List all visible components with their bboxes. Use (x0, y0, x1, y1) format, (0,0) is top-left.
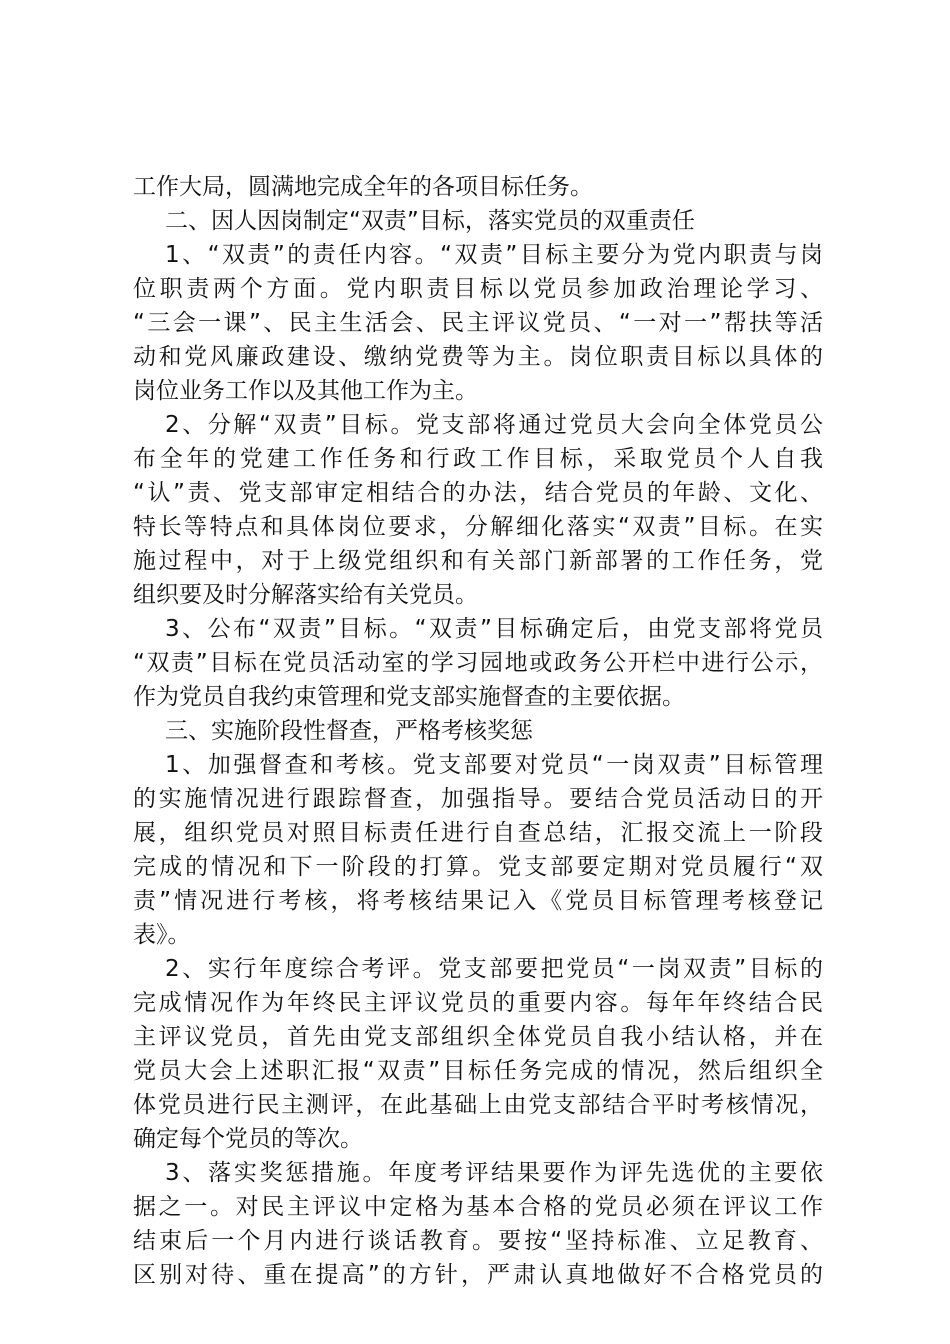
text-line: “双责”目标在党员活动室的学习园地或政务公开栏中进行公示， (133, 650, 823, 676)
text-line: 工作大局，圆满地完成全年的各项目标任务。 (133, 174, 593, 200)
text-line: 2、分解“双责”目标。党支部将通过党员大会向全体党员公 (165, 412, 823, 438)
text-line: 2、实行年度综合考评。党支部要把党员“一岗双责”目标的 (165, 956, 823, 982)
text-line: 展，组织党员对照目标责任进行自查总结，汇报交流上一阶段 (133, 820, 823, 846)
text-line: 组织要及时分解落实给有关党员。 (133, 582, 478, 608)
text-line: 3、公布“双责”目标。“双责”目标确定后，由党支部将党员 (165, 616, 823, 642)
text-line: 责”情况进行考核，将考核结果记入《党员目标管理考核登记 (133, 888, 823, 914)
text-line: 1、“双责”的责任内容。“双责”目标主要分为党内职责与岗 (165, 242, 823, 268)
text-line: 表》。 (133, 922, 191, 948)
text-line: 完成情况作为年终民主评议党员的重要内容。每年年终结合民 (133, 990, 823, 1016)
text-line: 特长等特点和具体岗位要求，分解细化落实“双责”目标。在实 (133, 514, 823, 540)
text-line: 的实施情况进行跟踪督查，加强指导。要结合党员活动日的开 (133, 786, 823, 812)
section-heading: 三、实施阶段性督查，严格考核奖惩 (165, 718, 533, 744)
text-line: 主评议党员，首先由党支部组织全体党员自我小结认格，并在 (133, 1024, 823, 1050)
text-line: 完成的情况和下一阶段的打算。党支部要定期对党员履行“双 (133, 854, 823, 880)
document-body (133, 170, 823, 1292)
text-line: 党员大会上述职汇报“双责”目标任务完成的情况，然后组织全 (133, 1058, 823, 1084)
text-line: “三会一课”、民主生活会、民主评议党员、“一对一”帮扶等活 (133, 310, 823, 336)
text-line: 作为党员自我约束管理和党支部实施督查的主要依据。 (133, 684, 685, 710)
text-line: 布全年的党建工作任务和行政工作目标，采取党员个人自我 (133, 446, 823, 472)
text-line: “认”责、党支部审定相结合的办法，结合党员的年龄、文化、 (133, 480, 823, 506)
text-line: 岗位业务工作以及其他工作为主。 (133, 378, 478, 404)
text-line: 体党员进行民主测评，在此基础上由党支部结合平时考核情况， (133, 1092, 823, 1118)
text-line: 位职责两个方面。党内职责目标以党员参加政治理论学习、 (133, 276, 823, 302)
text-line: 确定每个党员的等次。 (133, 1126, 363, 1152)
text-line: 施过程中，对于上级党组织和有关部门新部署的工作任务，党 (133, 548, 823, 574)
text-line: 区别对待、重在提高”的方针，严肃认真地做好不合格党员的 (133, 1262, 823, 1288)
text-line: 1、加强督查和考核。党支部要对党员“一岗双责”目标管理 (165, 752, 823, 778)
text-line: 3、落实奖惩措施。年度考评结果要作为评先选优的主要依 (165, 1160, 823, 1186)
text-line: 结束后一个月内进行谈话教育。要按“坚持标准、立足教育、 (133, 1228, 823, 1254)
text-line: 据之一。对民主评议中定格为基本合格的党员必须在评议工作 (133, 1194, 823, 1220)
section-heading: 二、因人因岗制定“双责”目标，落实党员的双重责任 (165, 208, 695, 234)
text-line: 动和党风廉政建设、缴纳党费等为主。岗位职责目标以具体的 (133, 344, 823, 370)
